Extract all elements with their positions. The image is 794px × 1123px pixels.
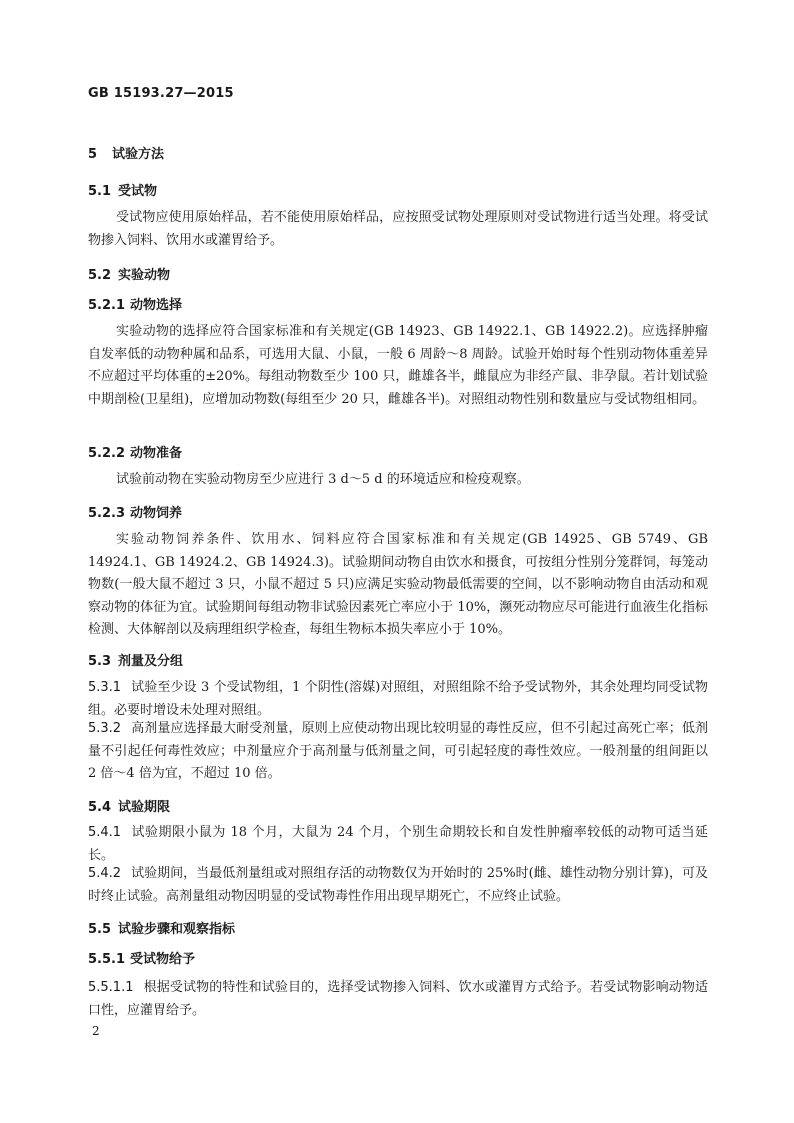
paragraph-5-2-2: 试验前动物在实验动物房至少应进行 3 d～5 d 的环境适应和检疫观察。 [116, 472, 530, 487]
section-number: 5.3 [88, 654, 112, 669]
section-5-5-1-heading [88, 948, 195, 967]
clause-text: 试验至少设 3 个受试物组，1 个阴性(溶媒)对照组，对照组除不给予受试物外，其余处理均同受试物组。必要时增设未处理对照组。 [88, 680, 708, 718]
paragraph-5-1: 受试物应使用原始样品，若不能使用原始样品，应按照受试物处理原则对受试物进行适当处理。将受试物掺入饲料、饮用水或灌胃给予。 [88, 210, 708, 248]
section-title: 动物准备 [130, 446, 183, 461]
clause-text: 根据受试物的特性和试验目的，选择受试物掺入饲料、饮水或灌胃方式给予。若受试物影响动物适口性，应灌胃给予。 [88, 980, 708, 1018]
section-5-3-heading [88, 650, 183, 669]
clause-number: 5.4.2 [88, 866, 122, 881]
section-5-1-heading [88, 180, 157, 199]
section-title: 受试物给予 [130, 952, 196, 967]
section-5-5-heading [88, 918, 235, 937]
paragraph-5-4-2 [88, 863, 708, 908]
clause-text: 高剂量应选择最大耐受剂量，原则上应使动物出现比较明显的毒性反应，但不引起过高死亡率；低剂量不引起任何毒性效应；中剂量应介于高剂量与低剂量之间，可引起轻度的毒性效应。一般剂量的组间距以 2 倍～4 倍为宜，不超过 10 倍。 [88, 721, 708, 781]
section-number: 5.4 [88, 800, 112, 815]
paragraph-5-4-1 [88, 822, 708, 867]
section-number: 5.5 [88, 922, 112, 937]
section-title: 受试物 [118, 184, 158, 199]
section-title: 试验方法 [112, 147, 165, 162]
section-title: 剂量及分组 [118, 654, 184, 669]
section-5-2-heading [88, 264, 170, 283]
section-number: 5 [88, 147, 98, 162]
section-title: 动物选择 [130, 298, 183, 313]
section-number: 5.2 [88, 268, 112, 283]
paragraph-5-5-1-1 [88, 977, 708, 1022]
clause-number: 5.3.1 [88, 680, 122, 695]
section-5-2-2-heading [88, 442, 182, 461]
paragraph-5-3-1 [88, 677, 708, 722]
clause-text: 试验期限小鼠为 18 个月，大鼠为 24 个月，个别生命期较长和自发性肿瘤率较低的动物可适当延长。 [88, 825, 708, 863]
section-number: 5.2.2 [88, 446, 126, 461]
clause-number: 5.5.1.1 [88, 980, 134, 995]
section-number: 5.2.3 [88, 506, 126, 521]
section-title: 试验步骤和观察指标 [118, 922, 236, 937]
paragraph-5-2-3: 实验动物饲养条件、饮用水、饲料应符合国家标准和有关规定(GB 14925、GB 5749、GB 14924.1、GB 14924.2、GB 14924.3)。试验期间动物自由饮水和摄食，可按组分性别分笼群饲，每笼动物数(一般大鼠不超过 3 只，小鼠不超过 5 只)应满足实验动物最低需要的空间，以不影响动物自由活动和观察动物的体征为宜。试验期间每组动物非试验因素死亡率应小于 10%，濒死动物应尽可能进行血液生化指标检测、大体解剖以及病理组织学检查，每组生物标本损失率应小于 10%。 [88, 532, 708, 637]
section-5-2-1-heading [88, 294, 182, 313]
clause-number: 5.3.2 [88, 721, 122, 736]
section-title: 实验动物 [118, 268, 171, 283]
section-number: 5.2.1 [88, 298, 126, 313]
section-number: 5.5.1 [88, 952, 126, 967]
page-number: 2 [92, 1024, 100, 1038]
section-5-4-heading [88, 796, 170, 815]
section-5-2-3-heading [88, 502, 182, 521]
standard-code-header: GB 15193.27—2015 [88, 86, 234, 101]
section-title: 试验期限 [118, 800, 171, 815]
section-5-heading [88, 143, 164, 162]
clause-text: 试验期间，当最低剂量组或对照组存活的动物数仅为开始时的 25%时(雌、雄性动物分别计算)，可及时终止试验。高剂量组动物因明显的受试物毒性作用出现早期死亡，不应终止试验。 [88, 866, 708, 904]
paragraph-5-2-1: 实验动物的选择应符合国家标准和有关规定(GB 14923、GB 14922.1、GB 14922.2)。应选择肿瘤自发率低的动物种属和品系，可选用大鼠、小鼠，一般 6 周龄～8 周龄。试验开始时每个性别动物体重差异不应超过平均体重的±20%。每组动物数至少 100 只，雌雄各半，雌鼠应为非经产鼠、非孕鼠。若计划试验中期剖检(卫星组)，应增加动物数(每组至少 20 只，雌雄各半)。对照组动物性别和数量应与受试物组相同。 [88, 324, 708, 407]
paragraph-5-3-2 [88, 718, 708, 786]
clause-number: 5.4.1 [88, 825, 122, 840]
section-number: 5.1 [88, 184, 112, 199]
section-title: 动物饲养 [130, 506, 183, 521]
